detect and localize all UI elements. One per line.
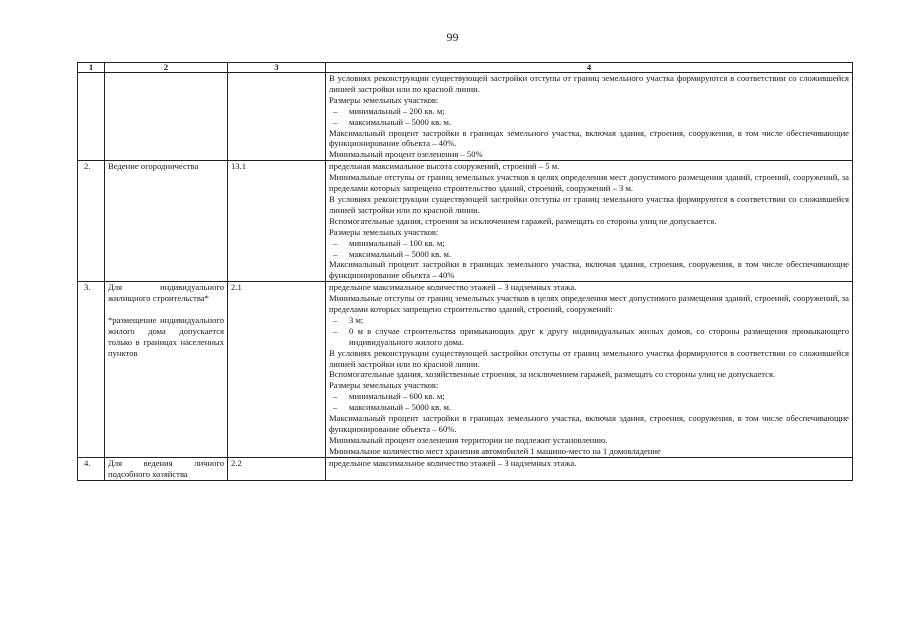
parameter-text: Размеры земельных участков:: [329, 94, 439, 105]
parameter-text: предельное максимальное количество этажей – 3 надземных этажа.: [329, 282, 577, 293]
parameter-text: Минимальные отступы от границ земельных участков в целях определения мест допустимого размещения зданий, строений, сооружений, за пределами которых запрещено строительство зданий, строений, сооружений:: [329, 293, 849, 315]
parameter-list-item: – максимальный – 5000 кв. м.: [329, 402, 849, 413]
land-use-name-line: *размещение индивидуального жилого дома допускается только в границах населенных пунктов: [108, 315, 224, 358]
parameter-text: Вспомогательные здания, строения за исключением гаражей, размещать со стороны улиц не допускается.: [329, 215, 717, 226]
parameter-text: Размеры земельных участков:: [329, 380, 439, 391]
parameter-list-item: – минимальный – 100 кв. м;: [329, 238, 849, 249]
table-row: [78, 457, 853, 480]
land-use-name-line: Для индивидуального жилищного строительства*: [108, 282, 224, 304]
land-use-name: [105, 282, 228, 458]
table-header-row: [78, 63, 853, 73]
parameter-list-item: – максимальный – 5000 кв. м.: [329, 249, 849, 260]
header-col-2: 2: [105, 63, 228, 73]
parameter-text: предельное максимальное количество этажей – 3 надземных этажа.: [329, 457, 577, 468]
parameter-text: В условиях реконструкции существующей застройки отступы от границ земельного участка формируются в соответствии со сложившейся линией застройки или по красной линии.: [329, 347, 849, 369]
row-number: 2.: [78, 161, 105, 282]
parameters-cell: [326, 282, 853, 458]
parameter-text: Размеры земельных участков:: [329, 226, 439, 237]
parameter-list-item: – минимальный – 600 кв. м;: [329, 391, 849, 402]
row-number: 3.: [78, 282, 105, 458]
parameter-list-item: – минимальный – 200 кв. м;: [329, 106, 849, 117]
land-use-name: [105, 457, 228, 480]
table-row: [78, 73, 853, 161]
header-col-4: 4: [326, 63, 853, 73]
parameter-text: Минимальные отступы от границ земельных участков в целях определения мест допустимого размещения зданий, строений, сооружений, за пределами которых запрещено строительство зданий, строений, сооружений – 3 м.: [329, 172, 849, 194]
page-number: 99: [446, 30, 459, 44]
land-use-name-line: Ведение огородничества: [108, 161, 199, 172]
parameter-text: В условиях реконструкции существующей застройки отступы от границ земельного участка формируются в соответствии со сложившейся линией застройки или по красной линии.: [329, 73, 849, 94]
regulations-table: [77, 62, 853, 481]
parameter-text: Минимальное количество мест хранения автомобилей 1 машино-место на 1 домовладение: [329, 445, 661, 456]
table-body: [78, 73, 853, 481]
header-col-3: 3: [228, 63, 326, 73]
land-use-code: 2.2: [228, 457, 326, 480]
parameters-cell: [326, 161, 853, 282]
parameter-text: В условиях реконструкции существующей застройки отступы от границ земельного участка формируются в соответствии со сложившейся линией застройки или по красной линии.: [329, 193, 849, 215]
parameter-text: предельная максимальное высота сооружений, строений – 5 м.: [329, 161, 560, 172]
land-use-name: [105, 73, 228, 161]
parameter-text: Максимальный процент застройки в границах земельного участка, включая здания, строения, сооружения, в том числе обеспечивающие функционирование объекта – 60%.: [329, 413, 849, 434]
parameter-list-item: – максимальный – 5000 кв. м.: [329, 117, 849, 128]
land-use-code: 13.1: [228, 161, 326, 282]
header-col-1: 1: [78, 63, 105, 73]
parameter-text: Максимальный процент застройки в границах земельного участка, включая здания, строения, сооружения, в том числе обеспечивающие функционирование объекта – 40%: [329, 259, 849, 281]
land-use-name-line: Для ведения личного подсобного хозяйства: [108, 457, 224, 479]
table-row: [78, 161, 853, 282]
parameters-cell: [326, 457, 853, 480]
land-use-name-line: [108, 304, 224, 315]
parameter-list-item: – 3 м;: [329, 315, 849, 326]
land-use-code: 2.1: [228, 282, 326, 458]
land-use-name: [105, 161, 228, 282]
parameters-cell: [326, 73, 853, 161]
row-number: 4.: [78, 457, 105, 480]
parameter-list-item: – 0 м в случае строительства примыкающих друг к другу индивидуальных жилых домов, со стороны размещения примыкающего индивидуального жилого дома.: [329, 326, 849, 348]
parameter-text: Минимальный процент озеленения территории не подлежит установлению.: [329, 434, 608, 445]
parameter-text: Вспомогательные здания, хозяйственные строения, за исключением гаражей, размещать со стороны улиц не допускается.: [329, 369, 776, 380]
table-row: [78, 282, 853, 458]
land-use-code: [228, 73, 326, 161]
parameter-text: Минимальный процент озеленения – 50%: [329, 149, 483, 160]
row-number: [78, 73, 105, 161]
parameter-text: Максимальный процент застройки в границах земельного участка, включая здания, строения, сооружения, в том числе обеспечивающие функционирование объекта – 40%.: [329, 127, 849, 149]
